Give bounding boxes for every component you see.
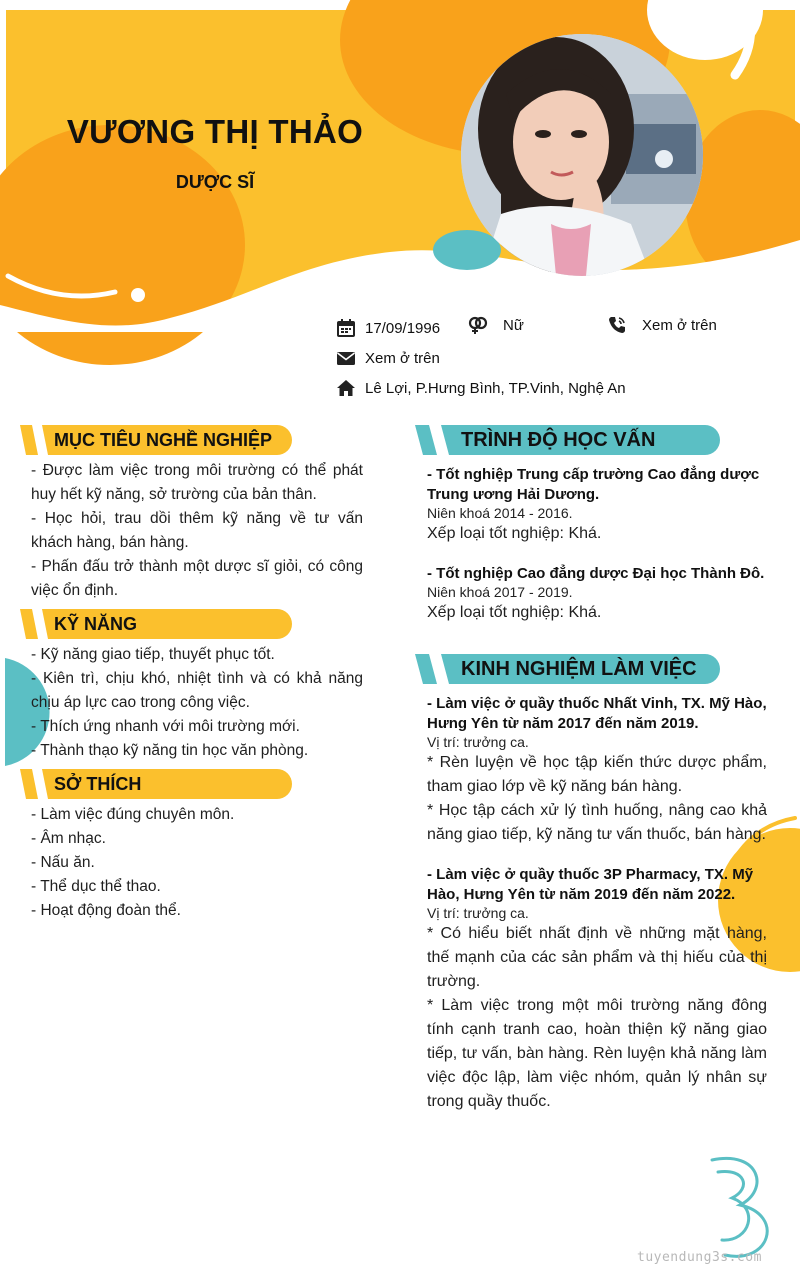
- experience-title: KINH NGHIỆM LÀM VIỆC: [461, 658, 697, 680]
- education-entry: [427, 564, 767, 625]
- education-grade: Xếp loại tốt nghiệp: Khá.: [427, 525, 602, 542]
- phone-icon: [607, 315, 627, 335]
- career-goal-list: [31, 459, 363, 603]
- education-heading: - Tốt nghiệp Cao đẳng dược Đại học Thành Đô.: [427, 565, 765, 582]
- experience-detail: * Làm việc trong một môi trường năng đông tính cạnh tranh cao, hoàn thiện kỹ năng giao tiếp, tư vấn, bàn hàng. Rèn luyện khả năng làm việc độc lập, làm việc nhóm, quản lý nhân sự trong quầy thuốc.: [427, 997, 767, 1110]
- job-title: DƯỢC SĨ: [175, 172, 255, 192]
- list-item: - Thích ứng nhanh với môi trường mới.: [31, 718, 300, 735]
- phone-value: Xem ở trên: [642, 316, 717, 334]
- education-period: Niên khoá 2014 - 2016.: [427, 505, 573, 521]
- skills-list: [31, 643, 363, 763]
- email-icon: [336, 348, 356, 368]
- section-header-career-goal: [20, 425, 292, 455]
- calendar-icon: [336, 318, 356, 338]
- list-item: - Được làm việc trong môi trường có thể phát huy hết kỹ năng, sở trường của bản thân.: [31, 462, 363, 503]
- list-item: - Nấu ăn.: [31, 854, 95, 871]
- experience-position: Vị trí: trưởng ca.: [427, 905, 529, 921]
- gender-icon: [468, 315, 488, 335]
- experience-detail: * Rèn luyện về học tập kiến thức dược phẩm, tham giao lớp về kỹ năng bán hàng.: [427, 754, 767, 795]
- address-info: [336, 378, 626, 398]
- email-value: Xem ở trên: [365, 349, 440, 367]
- list-item: - Âm nhạc.: [31, 830, 106, 847]
- experience-heading: - Làm việc ở quầy thuốc Nhất Vinh, TX. Mỹ Hào, Hưng Yên từ năm 2017 đến năm 2019.: [427, 695, 767, 732]
- candidate-name: VƯƠNG THỊ THẢO: [66, 113, 364, 150]
- education-period: Niên khoá 2017 - 2019.: [427, 584, 573, 600]
- education-entry: [427, 465, 767, 546]
- home-icon: [336, 378, 356, 398]
- experience-heading: - Làm việc ở quầy thuốc 3P Pharmacy, TX. Mỹ Hào, Hưng Yên từ năm 2019 đến năm 2022.: [427, 866, 754, 903]
- phone-info: [607, 315, 717, 335]
- birthday-value: 17/09/1996: [365, 319, 441, 337]
- address-value: Lê Lợi, P.Hưng Bình, TP.Vinh, Nghệ An: [365, 379, 626, 397]
- list-item: - Kiên trì, chịu khó, nhiệt tình và có khả năng chịu áp lực cao trong công việc.: [31, 670, 363, 711]
- list-item: - Làm việc đúng chuyên môn.: [31, 806, 235, 823]
- list-item: - Kỹ năng giao tiếp, thuyết phục tốt.: [31, 646, 275, 663]
- squiggle-3s: [712, 1158, 767, 1256]
- experience-entry: [427, 694, 767, 847]
- list-item: - Thành thạo kỹ năng tin học văn phòng.: [31, 742, 309, 759]
- section-header-experience: [415, 654, 720, 684]
- experience-position: Vị trí: trưởng ca.: [427, 734, 529, 750]
- career-goal-title: MỤC TIÊU NGHỀ NGHIỆP: [54, 430, 273, 450]
- hobbies-list: [31, 803, 363, 923]
- education-heading: - Tốt nghiệp Trung cấp trường Cao đẳng dược Trung ương Hải Dương.: [427, 466, 760, 503]
- section-header-skills: [20, 609, 292, 639]
- hobbies-title: SỞ THÍCH: [54, 774, 142, 794]
- section-header-hobbies: [20, 769, 292, 799]
- skills-title: KỸ NĂNG: [54, 614, 138, 634]
- list-item: - Thể dục thể thao.: [31, 878, 161, 895]
- watermark: tuyendung3s.com: [637, 1250, 762, 1265]
- experience-entry: [427, 865, 767, 1114]
- experience-detail: * Học tập cách xử lý tình huống, nâng cao khả năng giao tiếp, kỹ năng tư vấn thuốc, bán hàng.: [427, 802, 767, 843]
- list-item: - Hoạt động đoàn thể.: [31, 902, 181, 919]
- list-item: - Phấn đấu trở thành một dược sĩ giỏi, có công việc ổn định.: [31, 558, 363, 599]
- avatar: [461, 34, 703, 276]
- email-info: [336, 348, 440, 368]
- education-grade: Xếp loại tốt nghiệp: Khá.: [427, 604, 602, 621]
- section-header-education: [415, 425, 720, 455]
- birthday-info: [336, 318, 440, 338]
- gender-value: Nữ: [503, 316, 524, 334]
- teal-blob-header: [433, 230, 501, 270]
- list-item: - Học hỏi, trau dồi thêm kỹ năng về tư vấn khách hàng, bán hàng.: [31, 510, 363, 551]
- experience-detail: * Có hiểu biết nhất định về những mặt hàng, thế mạnh của các sản phẩm và thị hiếu của thị trường.: [427, 925, 767, 990]
- education-title: TRÌNH ĐỘ HỌC VẤN: [461, 429, 656, 451]
- gender-info: [468, 315, 524, 335]
